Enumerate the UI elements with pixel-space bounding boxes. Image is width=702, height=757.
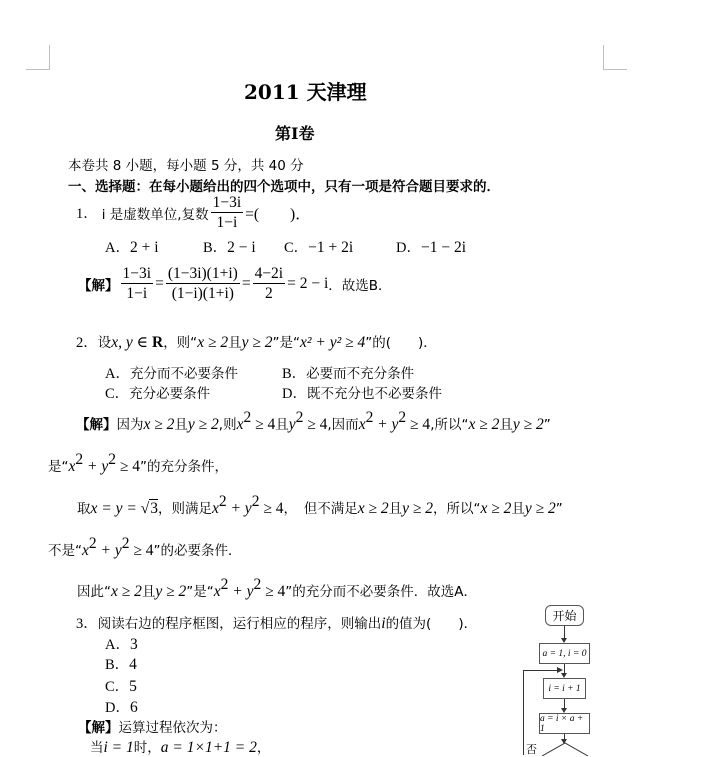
q3-option-d: D．6 xyxy=(105,699,138,716)
flowchart-decision-diamond xyxy=(540,742,590,756)
fraction: $\frac{4-2i}{2}$ xyxy=(254,265,284,302)
crop-mark-right-horizontal xyxy=(603,69,627,70)
flowchart-loop-horizontal xyxy=(523,670,559,671)
q3-solution-step-1: 当i = 1时，a = 1×1+1 = 2， xyxy=(90,739,271,756)
fraction: $\frac{(1-3i)(1+i)}{(1-i)(1+i)}$ xyxy=(167,265,238,302)
q2-solution-line-1: 【解】因为x ≥ 2且y ≥ 2,则$x^2 \ge 4$且$y^2 \ge 4$,因而$x^2 + y^2 \ge 4$,所以“x ≥ 2且y ≥ 2” xyxy=(76,409,551,433)
question-3: 3．阅读右边的程序框图，运行相应的程序，则输出i的值为( )． xyxy=(76,615,478,632)
q2-solution-line-5: 因此“x ≥ 2且y ≥ 2”是“$x^2 + y^2 \ge 4$”的充分而不必要条件．故选A． xyxy=(77,576,478,600)
q2-solution-line-2: 是“$x^2 + y^2 \ge 4$”的充分条件， xyxy=(48,451,228,475)
flowchart-no-label: 否 xyxy=(526,743,537,756)
q2-option-b: B．必要而不充分条件 xyxy=(282,366,415,382)
fraction: $\frac{1-3i}{1-i}$ xyxy=(122,265,152,302)
arrow-right-icon xyxy=(557,667,563,673)
q1-option-c: C．−1 + 2i xyxy=(284,239,354,256)
q3-option-c: C．5 xyxy=(105,678,137,695)
question-stem: i 是虚数单位,复数 xyxy=(101,206,209,223)
q2-option-c: C．充分必要条件 xyxy=(105,386,211,402)
crop-mark-left-vertical xyxy=(49,45,50,70)
sqrt-icon: √ xyxy=(140,500,150,517)
q3-option-a: A．3 xyxy=(105,636,138,653)
q2-option-d: D．既不充分也不必要条件 xyxy=(282,386,442,402)
q3-option-b: B．4 xyxy=(105,656,137,673)
flowchart-init: a = 1, i = 0 xyxy=(539,643,590,664)
flowchart-update: a = i × a + 1 xyxy=(539,713,590,734)
q2-solution-line-3: 取x = y = √3，则满足$x^2 + y^2 \ge 4$， 但不满足x ≥ 2且y ≥ 2，所以“x ≥ 2且y ≥ 2” xyxy=(77,493,563,517)
q1-option-d: D．−1 − 2i xyxy=(396,239,467,256)
q2-solution-line-4: 不是“$x^2 + y^2 \ge 4$”的必要条件． xyxy=(48,535,242,559)
crop-mark-right-vertical xyxy=(603,45,604,70)
q1-solution: 【解】 $\frac{1-3i}{1-i}$ = $\frac{(1-3i)(1+i)}{(1-i)(1+i)}$ = $\frac{4-2i}{2}$ = 2 − i ．故选B． xyxy=(78,265,392,302)
question-number: 1． xyxy=(76,206,98,222)
q1-option-b: B．2 − i xyxy=(203,239,256,256)
fraction: $\frac{1-3i}{1-i}$ xyxy=(212,194,242,231)
intro-text: 本卷共 8 小题，每小题 5 分，共 40 分 xyxy=(68,158,304,174)
section-heading: 一、选择题：在每小题给出的四个选项中，只有一项是符合题目要求的． xyxy=(68,179,500,195)
flowchart-loop-vertical xyxy=(523,670,524,755)
solution-tag: 【解】 xyxy=(78,277,119,294)
question-1 xyxy=(76,194,311,231)
document-title: 2011 天津理 xyxy=(244,80,367,104)
solution-tag: 【解】 xyxy=(76,417,117,433)
solution-tag: 【解】 xyxy=(78,720,119,736)
document-subtitle: 第I卷 xyxy=(275,124,315,143)
question-2: 2．设x, y ∈ R，则“x ≥ 2且y ≥ 2”是“x² + y² ≥ 4”的( )． xyxy=(76,334,437,351)
question-tail: =( )． xyxy=(245,205,311,223)
q1-option-a: A．2 + i xyxy=(105,239,159,256)
flowchart-start: 开始 xyxy=(545,605,584,626)
flowchart-increment: i = i + 1 xyxy=(543,678,586,699)
crop-mark-left-horizontal xyxy=(26,69,50,70)
q2-option-a: A．充分而不必要条件 xyxy=(105,366,238,382)
q3-solution-intro: 【解】运算过程依次为： xyxy=(78,720,227,736)
